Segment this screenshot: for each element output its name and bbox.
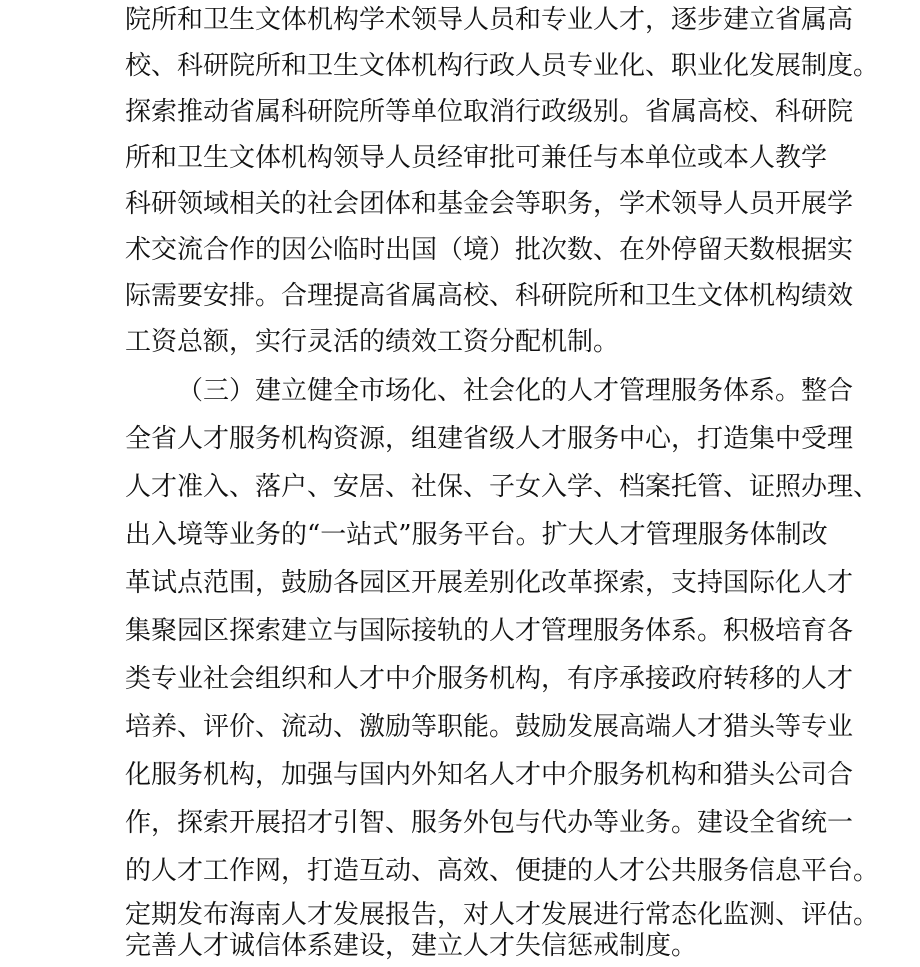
paragraph-1-line-1: 院所和卫生文体机构学术领导人员和专业人才，逐步建立省属高	[125, 5, 854, 35]
paragraph-1-line-8: 工资总额，实行灵活的绩效工资分配机制。	[125, 327, 620, 357]
paragraph-2-line-10: 作，探索开展招才引智、服务外包与代办等业务。建设全省统一	[125, 808, 854, 838]
paragraph-2-line-8: 培养、评价、流动、激励等职能。鼓励发展高端人才猎头等专业	[125, 712, 854, 742]
paragraph-1-line-7: 际需要安排。合理提高省属高校、科研院所和卫生文体机构绩效	[125, 281, 854, 311]
paragraph-2-line-5: 革试点范围，鼓励各园区开展差别化改革探索，支持国际化人才	[125, 568, 854, 598]
paragraph-2-line-3: 人才准入、落户、安居、社保、子女入学、档案托管、证照办理、	[125, 472, 880, 502]
paragraph-2-line-11: 的人才工作网，打造互动、高效、便捷的人才公共服务信息平台。	[125, 856, 880, 886]
paragraph-2-line-6: 集聚园区探索建立与国际接轨的人才管理服务体系。积极培育各	[125, 616, 854, 646]
paragraph-2-line-12: 定期发布海南人才发展报告，对人才发展进行常态化监测、评估。	[125, 900, 880, 930]
paragraph-2-line-7: 类专业社会组织和人才中介服务机构，有序承接政府转移的人才	[125, 664, 854, 694]
paragraph-1-line-6: 术交流合作的因公临时出国（境）批次数、在外停留天数根据实	[125, 235, 854, 265]
paragraph-1-line-5: 科研领域相关的社会团体和基金会等职务，学术领导人员开展学	[125, 189, 854, 219]
paragraph-2-line-13: 完善人才诚信体系建设，建立人才失信惩戒制度。	[125, 931, 698, 961]
paragraph-1-line-2: 校、科研院所和卫生文体机构行政人员专业化、职业化发展制度。	[125, 51, 880, 81]
paragraph-1-line-3: 探索推动省属科研院所等单位取消行政级别。省属高校、科研院	[125, 97, 854, 127]
paragraph-2-line-9: 化服务机构，加强与国内外知名人才中介服务机构和猎头公司合	[125, 760, 854, 790]
paragraph-2-line-2: 全省人才服务机构资源，组建省级人才服务中心，打造集中受理	[125, 424, 854, 454]
paragraph-1-line-4: 所和卫生文体机构领导人员经审批可兼任与本单位或本人教学	[125, 143, 828, 173]
paragraph-2-line-4: 出入境等业务的“一站式”服务平台。扩大人才管理服务体制改	[125, 520, 828, 550]
paragraph-2-line-1: （三）建立健全市场化、社会化的人才管理服务体系。整合	[177, 376, 854, 406]
